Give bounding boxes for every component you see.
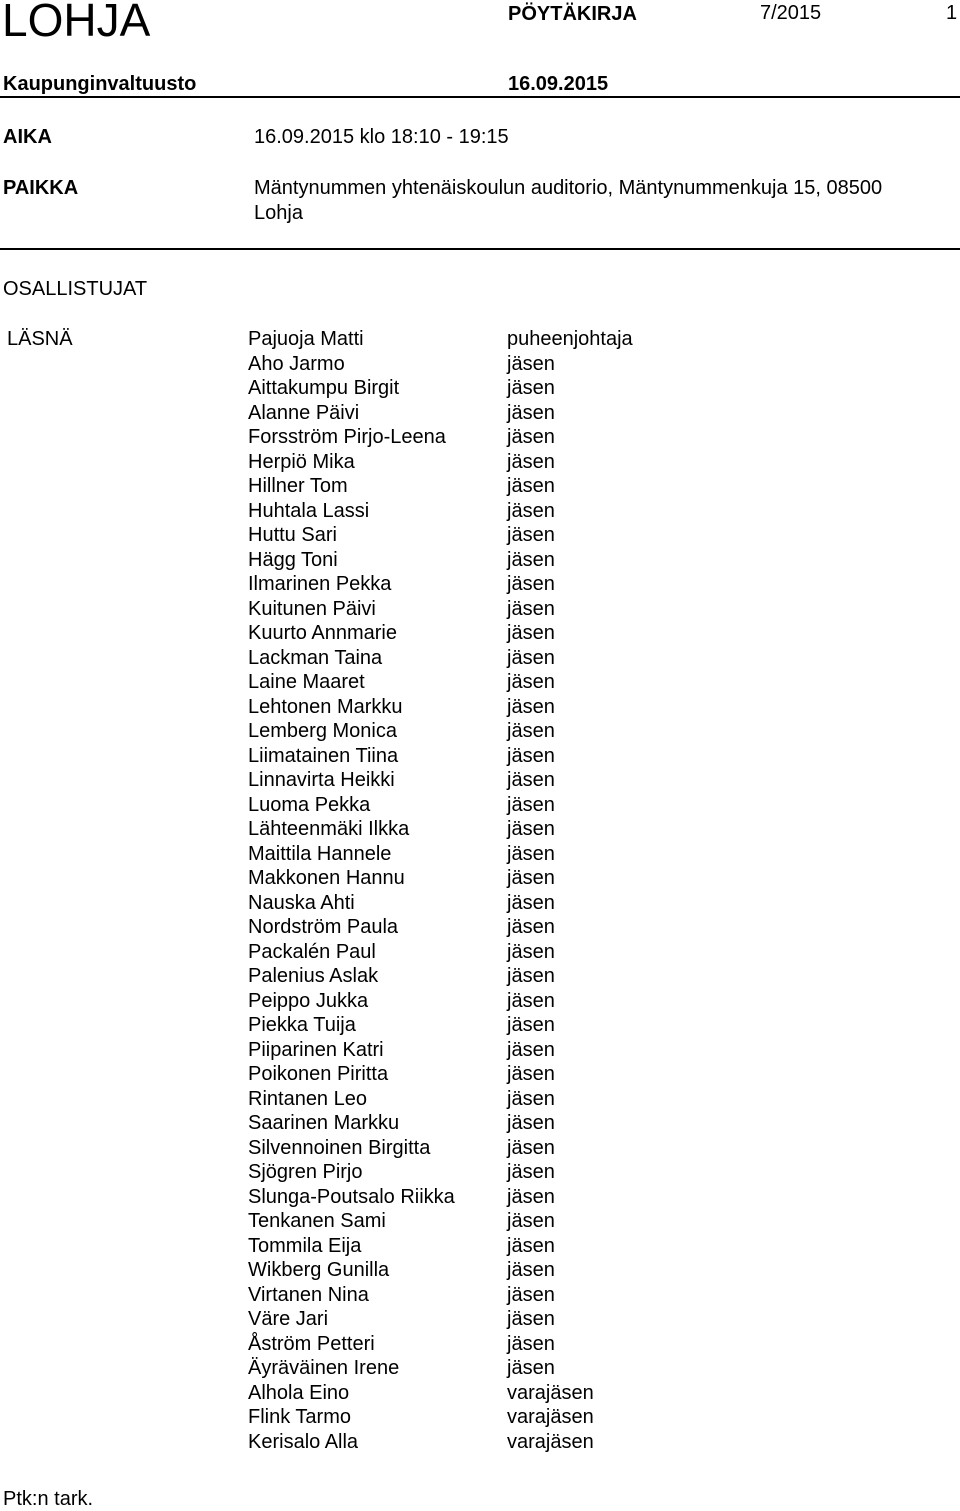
participant-name: Sjögren Pirjo (248, 1161, 363, 1183)
participant-row (0, 1185, 960, 1210)
participant-row (0, 719, 960, 744)
participant-name: Tommila Eija (248, 1234, 362, 1257)
participant-row (0, 915, 960, 940)
participant-name: Wikberg Gunilla (248, 1259, 390, 1281)
participant-role: jäsen (507, 1038, 555, 1061)
participant-row (0, 842, 960, 867)
participant-name: Kuurto Annmarie (248, 622, 397, 644)
participant-row (0, 646, 960, 671)
participant-row (0, 1332, 960, 1357)
participant-name: Nauska Ahti (248, 891, 355, 914)
participant-role: jäsen (507, 989, 555, 1012)
participant-role: jäsen (507, 1185, 555, 1208)
footer-continuation: Ptk:n tark. (3, 1488, 94, 1510)
participant-row (0, 1136, 960, 1161)
participant-name: Kuitunen Päivi (248, 597, 376, 620)
participant-name: Ilmarinen Pekka (248, 573, 392, 595)
participant-role: jäsen (507, 1283, 555, 1306)
participant-row (0, 401, 960, 426)
participant-name: Laine Maaret (248, 671, 365, 693)
participant-name: Virtanen Nina (248, 1283, 369, 1306)
participant-name: Aho Jarmo (248, 352, 345, 375)
participant-name: Lackman Taina (248, 646, 383, 669)
participant-row (0, 817, 960, 842)
participant-row (0, 1258, 960, 1283)
participant-row (0, 621, 960, 646)
participant-name: Herpiö Mika (248, 450, 355, 473)
participant-role: jäsen (507, 891, 555, 914)
participants-heading: OSALLISTUJAT (3, 278, 148, 300)
participant-role: varajäsen (507, 1406, 594, 1428)
participant-row (0, 964, 960, 989)
participant-role: puheenjohtaja (507, 328, 633, 350)
participant-role: jäsen (507, 695, 555, 718)
participant-row (0, 940, 960, 965)
participant-role: jäsen (507, 793, 555, 816)
place-value-line2: Lohja (254, 202, 303, 224)
participant-role: jäsen (507, 842, 555, 865)
participant-name: Huhtala Lassi (248, 499, 370, 522)
participant-role: jäsen (507, 671, 555, 693)
place-label: PAIKKA (3, 177, 79, 199)
participant-row (0, 1283, 960, 1308)
participant-row (0, 891, 960, 916)
participant-name: Aittakumpu Birgit (248, 377, 400, 399)
participant-role: jäsen (507, 769, 555, 791)
participant-name: Maittila Hannele (248, 842, 392, 865)
participant-role: jäsen (507, 1210, 555, 1232)
participant-row (0, 499, 960, 524)
participant-role: jäsen (507, 1112, 555, 1134)
participant-role: jäsen (507, 597, 555, 620)
participant-name: Lehtonen Markku (248, 695, 403, 718)
participant-name: Flink Tarmo (248, 1406, 351, 1428)
participant-name: Poikonen Piritta (248, 1063, 389, 1085)
participant-row (0, 450, 960, 475)
participant-role: jäsen (507, 426, 555, 448)
participant-role: jäsen (507, 1259, 555, 1281)
participant-row (0, 1087, 960, 1112)
participant-row (0, 989, 960, 1014)
participant-role: jäsen (507, 965, 555, 987)
participant-role: varajäsen (507, 1430, 594, 1453)
participant-row (0, 1430, 960, 1455)
participant-name: Piiparinen Katri (248, 1038, 384, 1061)
participant-row (0, 352, 960, 377)
participant-name: Rintanen Leo (248, 1087, 367, 1110)
participant-name: Liimatainen Tiina (248, 744, 399, 767)
participant-role: jäsen (507, 1087, 555, 1110)
participant-role: jäsen (507, 916, 555, 938)
participant-row (0, 670, 960, 695)
participant-row (0, 768, 960, 793)
participant-name: Åström Petteri (248, 1332, 375, 1355)
participant-name: Linnavirta Heikki (248, 769, 395, 791)
participant-row (0, 793, 960, 818)
participant-row (0, 376, 960, 401)
participant-name: Huttu Sari (248, 524, 337, 546)
body-name: Kaupunginvaltuusto (3, 73, 197, 95)
logo: LOHJA (2, 0, 151, 46)
participant-name: Lähteenmäki Ilkka (248, 818, 410, 840)
participant-row (0, 548, 960, 573)
participant-role: varajäsen (507, 1381, 594, 1404)
participant-name: Makkonen Hannu (248, 867, 405, 889)
participant-role: jäsen (507, 940, 555, 963)
participant-role: jäsen (507, 1308, 555, 1330)
time-value: 16.09.2015 klo 18:10 - 19:15 (254, 126, 509, 148)
participant-role: jäsen (507, 720, 555, 742)
participant-name: Slunga-Poutsalo Riikka (248, 1185, 455, 1208)
participant-name: Hillner Tom (248, 475, 348, 497)
participant-row (0, 327, 960, 352)
participant-row (0, 474, 960, 499)
participant-name: Äyräväinen Irene (248, 1357, 400, 1379)
participant-name: Alanne Päivi (248, 401, 360, 424)
participant-row (0, 597, 960, 622)
participant-role: jäsen (507, 352, 555, 375)
participant-row (0, 1381, 960, 1406)
participant-row (0, 425, 960, 450)
participant-row (0, 1209, 960, 1234)
document-type: PÖYTÄKIRJA (508, 3, 637, 25)
place-value-line1: Mäntynummen yhtenäiskoulun auditorio, Mäntynummenkuja 15, 08500 (254, 177, 883, 199)
participant-row (0, 1013, 960, 1038)
participant-name: Peippo Jukka (248, 989, 369, 1012)
participant-row (0, 1038, 960, 1063)
participant-role: jäsen (507, 818, 555, 840)
participant-row (0, 1307, 960, 1332)
participant-role: jäsen (507, 867, 555, 889)
participant-row (0, 1405, 960, 1430)
time-label: AIKA (3, 126, 52, 148)
participant-row (0, 572, 960, 597)
participant-name: Forsström Pirjo-Leena (248, 426, 446, 448)
participant-role: jäsen (507, 450, 555, 473)
participant-role: jäsen (507, 646, 555, 669)
participant-role: jäsen (507, 622, 555, 644)
participant-role: jäsen (507, 1161, 555, 1183)
participant-role: jäsen (507, 1234, 555, 1257)
participant-role: jäsen (507, 499, 555, 522)
section-rule (0, 248, 960, 250)
participant-role: jäsen (507, 475, 555, 497)
participant-name: Alhola Eino (248, 1381, 350, 1404)
page-number: 1 (946, 2, 958, 24)
participant-role: jäsen (507, 1332, 555, 1355)
header-rule (0, 96, 960, 98)
participant-name: Saarinen Markku (248, 1112, 400, 1134)
participant-role: jäsen (507, 1357, 555, 1379)
participant-role: jäsen (507, 744, 555, 767)
participant-name: Tenkanen Sami (248, 1210, 386, 1232)
participant-row (0, 1062, 960, 1087)
participant-role: jäsen (507, 1136, 555, 1159)
participant-role: jäsen (507, 1014, 555, 1036)
participant-name: Nordström Paula (248, 916, 399, 938)
participant-name: Packalén Paul (248, 940, 376, 963)
participant-name: Silvennoinen Birgitta (248, 1136, 431, 1159)
participant-role: jäsen (507, 548, 555, 571)
participant-name: Palenius Aslak (248, 965, 379, 987)
participant-row (0, 523, 960, 548)
participant-row (0, 1234, 960, 1259)
participant-name: Pajuoja Matti (248, 328, 364, 350)
participant-row (0, 1111, 960, 1136)
participant-row (0, 1160, 960, 1185)
document-number: 7/2015 (760, 2, 822, 24)
participant-name: Kerisalo Alla (248, 1430, 359, 1453)
participant-name: Lemberg Monica (248, 720, 397, 742)
participant-name: Hägg Toni (248, 548, 338, 571)
participant-role: jäsen (507, 1063, 555, 1085)
participant-role: jäsen (507, 377, 555, 399)
participant-name: Piekka Tuija (248, 1014, 356, 1036)
participant-role: jäsen (507, 524, 555, 546)
participant-role: jäsen (507, 401, 555, 424)
participant-row (0, 695, 960, 720)
participant-name: Väre Jari (248, 1308, 329, 1330)
participant-row (0, 1356, 960, 1381)
participant-row (0, 744, 960, 769)
participant-name: Luoma Pekka (248, 793, 371, 816)
participant-role: jäsen (507, 573, 555, 595)
participant-row (0, 866, 960, 891)
present-label: LÄSNÄ (7, 328, 73, 350)
meeting-date: 16.09.2015 (508, 73, 609, 95)
